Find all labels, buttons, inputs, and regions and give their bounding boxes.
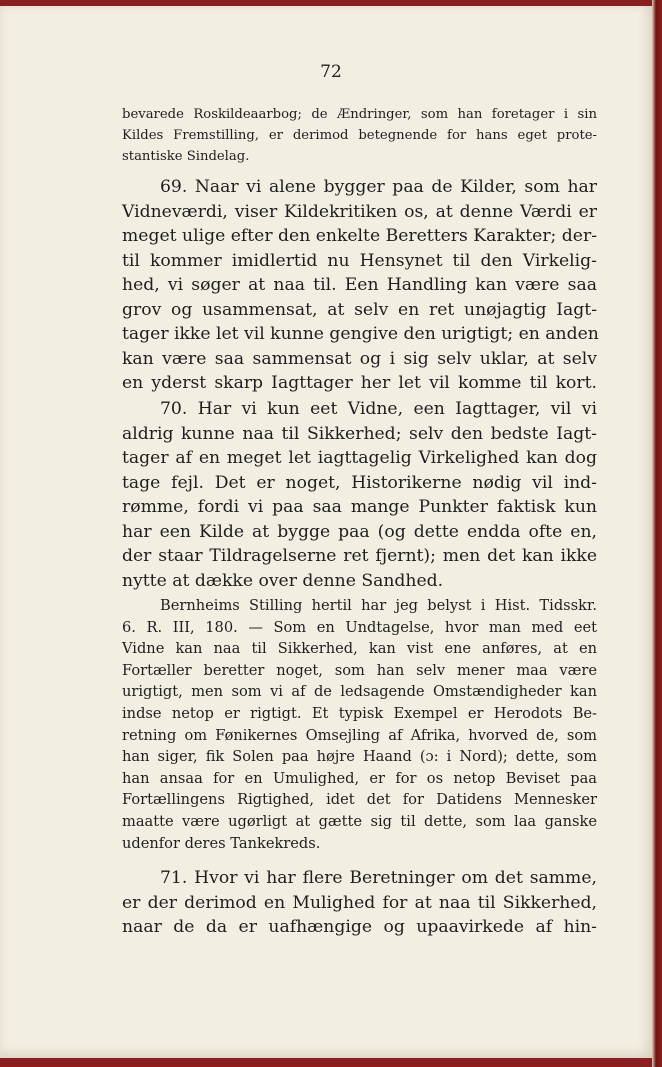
book-edge bbox=[652, 0, 662, 1067]
section-71 bbox=[122, 866, 597, 940]
text-line: udenfor deres Tankekreds. bbox=[122, 834, 321, 852]
text-line: Vidneværdi, viser Kildekritiken os, at denne Værdi er bbox=[122, 201, 597, 222]
text-line: Vidne kan naa til Sikkerhed, kan vist ene anføres, at en bbox=[122, 640, 597, 658]
text-line: Fortæller beretter noget, som han selv mener maa være bbox=[122, 661, 597, 679]
text-line: retning om Fønikernes Omsejling af Afrika, hvorved de, som bbox=[122, 726, 597, 744]
text-line: 6. R. III, 180. — Som en Undtagelse, hvor man med eet bbox=[122, 618, 597, 636]
text-line: hed, vi søger at naa til. Een Handling kan være saa bbox=[122, 275, 597, 295]
text-line: kan være saa sammensat og i sig selv uklar, at selv bbox=[122, 348, 597, 369]
text-line: der staar Tildragelserne ret fjernt); men det kan ikke bbox=[122, 546, 597, 566]
text-line: indse netop er rigtigt. Et typisk Exempel er Herodots Be- bbox=[122, 704, 597, 722]
text-line: bevarede Roskildeaarbog; de Ændringer, som han foretager i sin bbox=[122, 107, 597, 122]
page-number: 72 bbox=[320, 62, 342, 82]
text-line: Fortællingens Rigtighed, idet det for Datidens Mennesker bbox=[122, 791, 597, 809]
note-70 bbox=[122, 595, 597, 854]
text-line: tager af en meget let iagttagelig Virkelighed kan dog bbox=[122, 448, 597, 468]
text-line: tager ikke let vil kunne gengive den urigtigt; en anden bbox=[122, 324, 599, 344]
text-line: rømme, fordi vi paa saa mange Punkter faktisk kun bbox=[122, 497, 597, 517]
text-line: nytte at dække over denne Sandhed. bbox=[122, 570, 444, 591]
text-line: tage fejl. Det er noget, Historikerne nødig vil ind- bbox=[122, 472, 597, 493]
text-line: 70. Har vi kun eet Vidne, een Iagttager, vil vi bbox=[160, 399, 597, 419]
text-line: aldrig kunne naa til Sikkerhed; selv den bedste Iagt- bbox=[122, 423, 597, 444]
text-line: maatte være ugørligt at gætte sig til dette, som laa ganske bbox=[122, 812, 597, 830]
text-line: urigtigt, men som vi af de ledsagende Omstændigheder kan bbox=[122, 683, 597, 701]
text-line: grov og usammensat, at selv en ret unøjagtig Iagt- bbox=[122, 299, 597, 320]
text-line: naar de da er uafhængige og upaavirkede af hin- bbox=[122, 917, 597, 937]
text-line: Kildes Fremstilling, er derimod betegnende for hans eget prote- bbox=[122, 128, 597, 143]
text-line: en yderst skarp Iagttager her let vil komme til kort. bbox=[122, 373, 597, 393]
text-line: har een Kilde at bygge paa (og dette endda ofte en, bbox=[122, 521, 597, 542]
text-line: 71. Hvor vi har flere Beretninger om det samme, bbox=[160, 868, 597, 888]
intro-paragraph bbox=[122, 104, 597, 167]
text-line: til kommer imidlertid nu Hensynet til den Virkelig- bbox=[122, 250, 597, 271]
text-line: han ansaa for en Umulighed, er for os netop Beviset paa bbox=[122, 769, 597, 787]
text-line: stantiske Sindelag. bbox=[122, 149, 250, 164]
section-70 bbox=[122, 397, 597, 593]
text-line: han siger, fik Solen paa højre Haand (ɔ: i Nord); dette, som bbox=[122, 748, 597, 766]
text-line: er der derimod en Mulighed for at naa til Sikkerhed, bbox=[122, 892, 597, 913]
text-line: meget ulige efter den enkelte Beretters Karakter; der- bbox=[122, 226, 597, 246]
text-line: 69. Naar vi alene bygger paa de Kilder, som har bbox=[160, 177, 597, 197]
section-69 bbox=[122, 175, 597, 396]
text-line: Bernheims Stilling hertil har jeg belyst i Hist. Tidsskr. bbox=[160, 597, 597, 614]
